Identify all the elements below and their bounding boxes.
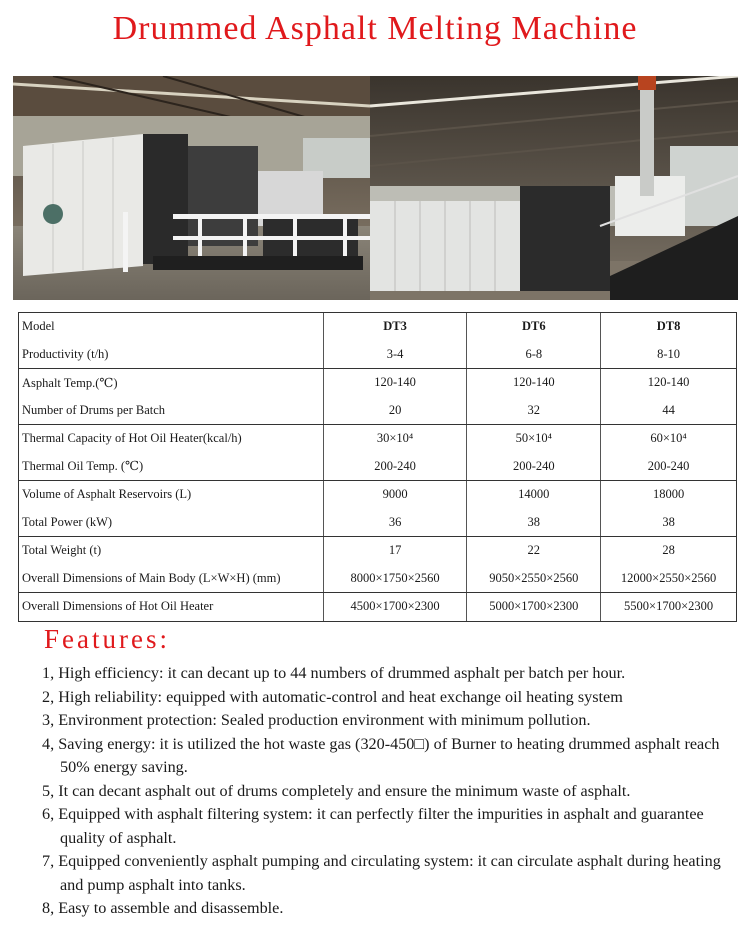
feature-item: 1, High efficiency: it can decant up to 44 numbers of drummed asphalt per batch per hour. <box>42 664 626 682</box>
feature-item: 3, Environment protection: Sealed production environment with minimum pollution. <box>42 711 591 729</box>
feature-item: 2, High reliability: equipped with automatic-control and heat exchange oil heating system <box>42 687 623 706</box>
table-cell: 8-10 <box>601 341 737 369</box>
row-label: Total Power (kW) <box>19 509 324 537</box>
row-label: Overall Dimensions of Hot Oil Heater <box>19 593 324 622</box>
header-cell: DT3 <box>323 313 467 341</box>
table-cell: 200-240 <box>323 453 467 481</box>
table-cell: 6-8 <box>467 341 601 369</box>
machine-photo-right <box>370 76 738 300</box>
table-row <box>19 341 737 369</box>
table-cell: 38 <box>601 509 737 537</box>
table-cell: 120-140 <box>601 369 737 397</box>
row-label: Volume of Asphalt Reservoirs (L) <box>19 481 324 509</box>
table-row <box>19 537 737 565</box>
table-cell: 18000 <box>601 481 737 509</box>
table-cell: 5500×1700×2300 <box>601 593 737 622</box>
feature-item: 8, Easy to assemble and disassemble. <box>42 899 284 917</box>
table-row <box>19 565 737 593</box>
table-cell: 17 <box>323 537 467 565</box>
table-cell: 5000×1700×2300 <box>467 593 601 622</box>
table-cell: 9000 <box>323 481 467 509</box>
table-cell: 3-4 <box>323 341 467 369</box>
table-cell: 200-240 <box>601 453 737 481</box>
specifications-table <box>18 312 737 622</box>
row-label: Thermal Capacity of Hot Oil Heater(kcal/h) <box>19 425 324 453</box>
table-cell: 9050×2550×2560 <box>467 565 601 593</box>
header-cell: Model <box>19 313 324 341</box>
table-cell: 28 <box>601 537 737 565</box>
features-list <box>42 662 747 921</box>
row-label: Number of Drums per Batch <box>19 397 324 425</box>
table-row <box>19 509 737 537</box>
row-label: Productivity (t/h) <box>19 341 324 369</box>
table-row <box>19 453 737 481</box>
feature-item: 6, Equipped with asphalt filtering system: it can perfectly filter the impurities in asphalt and guarantee quality of asphalt. <box>42 805 704 847</box>
header-cell: DT8 <box>601 313 737 341</box>
page-title: Drummed Asphalt Melting Machine <box>112 10 638 47</box>
table-cell: 50×10⁴ <box>467 425 601 453</box>
product-photos <box>13 76 738 300</box>
table-cell: 60×10⁴ <box>601 425 737 453</box>
table-cell: 20 <box>323 397 467 425</box>
table-cell: 200-240 <box>467 453 601 481</box>
table-cell: 44 <box>601 397 737 425</box>
table-header-row <box>19 313 737 341</box>
table-cell: 38 <box>467 509 601 537</box>
table-row <box>19 397 737 425</box>
feature-item: 5, It can decant asphalt out of drums completely and ensure the minimum waste of asphalt. <box>42 781 631 800</box>
table-cell: 30×10⁴ <box>323 425 467 453</box>
table-cell: 12000×2550×2560 <box>601 565 737 593</box>
features-heading: Features: <box>44 624 170 654</box>
table-cell: 22 <box>467 537 601 565</box>
row-label: Total Weight (t) <box>19 537 324 565</box>
table-cell: 120-140 <box>323 369 467 397</box>
table-cell: 4500×1700×2300 <box>323 593 467 622</box>
row-label: Overall Dimensions of Main Body (L×W×H) (mm) <box>19 565 324 593</box>
row-label: Asphalt Temp.(℃) <box>19 369 324 397</box>
row-label: Thermal Oil Temp. (℃) <box>19 453 324 481</box>
feature-item: 7, Equipped conveniently asphalt pumping and circulating system: it can circulate asphalt during heating and pump asphalt into tanks. <box>42 852 721 894</box>
feature-item: 4, Saving energy: it is utilized the hot waste gas (320-450□) of Burner to heating drummed asphalt reach 50% energy saving. <box>42 734 720 776</box>
table-cell: 36 <box>323 509 467 537</box>
table-row <box>19 593 737 622</box>
table-row <box>19 481 737 509</box>
machine-photo-left <box>13 76 370 300</box>
table-row <box>19 369 737 397</box>
table-cell: 8000×1750×2560 <box>323 565 467 593</box>
table-cell: 14000 <box>467 481 601 509</box>
header-cell: DT6 <box>467 313 601 341</box>
table-cell: 120-140 <box>467 369 601 397</box>
table-row <box>19 425 737 453</box>
table-cell: 32 <box>467 397 601 425</box>
